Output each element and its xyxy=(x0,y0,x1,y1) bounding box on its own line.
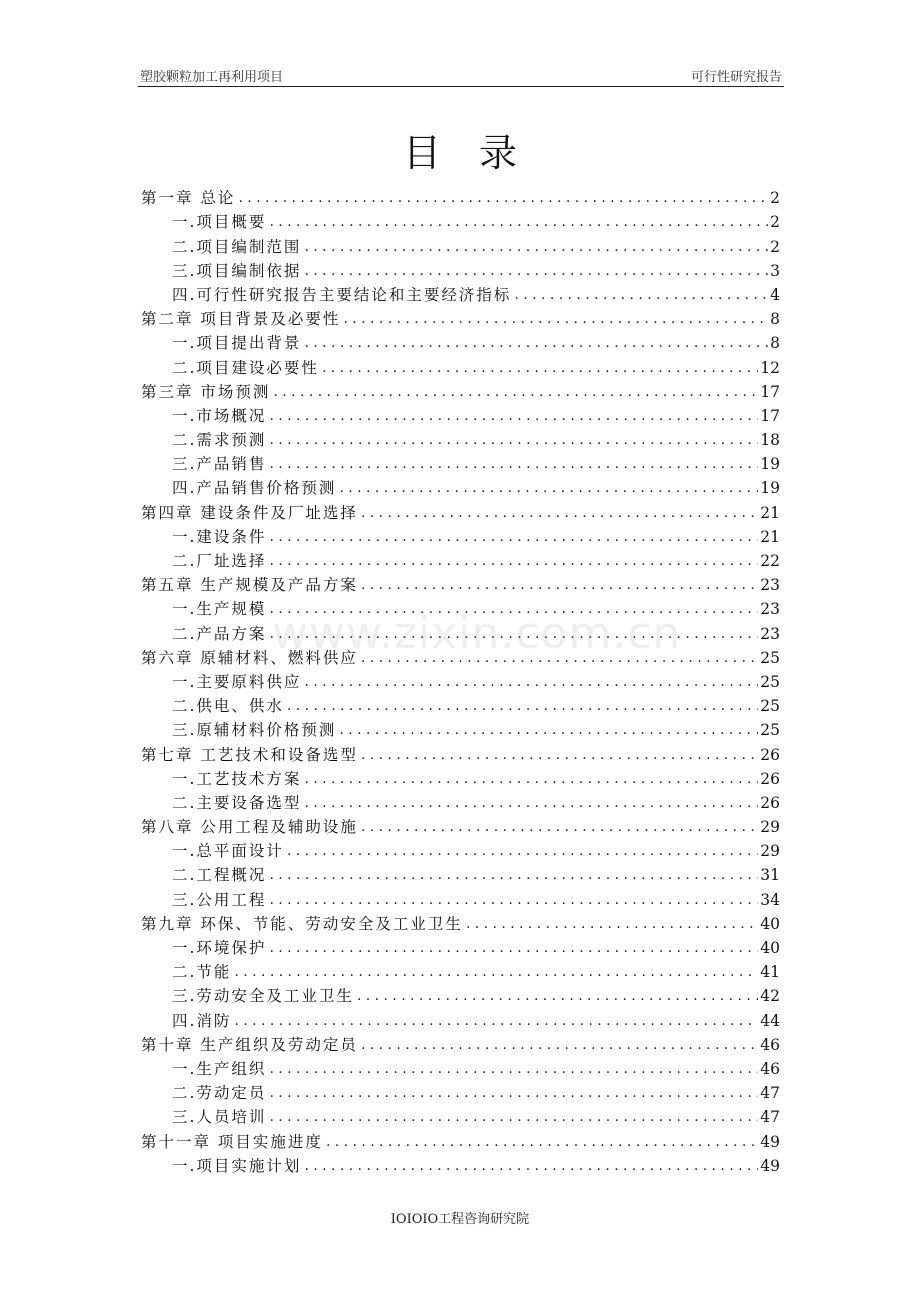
toc-section-entry[interactable] xyxy=(141,547,780,571)
toc-dot-leader xyxy=(266,938,758,958)
toc-page-number: 4 xyxy=(770,285,780,304)
toc-dot-leader xyxy=(323,1132,758,1152)
toc-section-entry[interactable] xyxy=(141,208,780,232)
toc-dot-leader xyxy=(336,720,758,740)
toc-entry-label: 一.项目概要 xyxy=(172,213,267,232)
toc-entry-label: 一.项目实施计划 xyxy=(172,1156,302,1175)
toc-page-number: 29 xyxy=(760,842,780,861)
toc-section-entry[interactable] xyxy=(141,1079,780,1103)
toc-dot-leader xyxy=(340,309,768,329)
toc-dot-leader xyxy=(358,503,758,523)
toc-dot-leader xyxy=(319,358,758,378)
toc-section-entry[interactable] xyxy=(141,1103,780,1127)
toc-page-number: 21 xyxy=(760,527,780,546)
toc-entry-label: 四.产品销售价格预测 xyxy=(172,479,337,498)
toc-entry-label: 三.劳动安全及工业卫生 xyxy=(172,987,354,1006)
toc-entry-label: 三.原辅材料价格预测 xyxy=(172,721,337,740)
toc-dot-leader xyxy=(266,551,758,571)
toc-page-number: 40 xyxy=(760,939,780,957)
toc-page-number: 17 xyxy=(760,406,780,425)
toc-page-number: 41 xyxy=(760,963,780,982)
toc-dot-leader xyxy=(266,406,758,426)
toc-page-number: 8 xyxy=(770,310,780,329)
toc-page-number: 22 xyxy=(760,552,780,570)
toc-dot-leader xyxy=(463,914,758,934)
toc-dot-leader xyxy=(358,817,758,837)
page-header xyxy=(138,64,784,87)
toc-entry-label: 一.总平面设计 xyxy=(172,842,284,861)
toc-entry-label: 第一章 总论 xyxy=(141,189,236,208)
toc-section-entry[interactable] xyxy=(141,668,780,692)
toc-entry-label: 四.可行性研究报告主要结论和主要经济指标 xyxy=(172,285,512,304)
header-report-type: 可行性研究报告 xyxy=(690,70,782,85)
page-footer: IOIOIO工程咨询研究院 xyxy=(390,1212,530,1227)
toc-page-number: 46 xyxy=(760,1059,780,1078)
toc-page-number: 23 xyxy=(760,576,780,595)
toc-page-number: 23 xyxy=(760,600,780,619)
toc-section-entry[interactable] xyxy=(141,353,780,377)
toc-page-number: 19 xyxy=(760,455,780,474)
header-project-name: 塑胶颗粒加工再利用项目 xyxy=(140,70,284,85)
toc-dot-leader xyxy=(270,382,758,402)
toc-page-number: 17 xyxy=(760,382,780,401)
toc-chapter-entry[interactable] xyxy=(141,498,780,522)
toc-page-number: 18 xyxy=(760,431,780,450)
toc-dot-leader xyxy=(358,745,758,765)
toc-page-number: 25 xyxy=(760,648,780,667)
toc-page-number: 49 xyxy=(760,1132,780,1151)
toc-dot-leader xyxy=(301,793,758,813)
toc-chapter-entry[interactable] xyxy=(141,910,780,934)
toc-entry-label: 第九章 环保、节能、劳动安全及工业卫生 xyxy=(141,914,463,933)
toc-entry-label: 第三章 市场预测 xyxy=(141,382,271,401)
toc-section-entry[interactable] xyxy=(141,692,780,716)
toc-section-entry[interactable] xyxy=(141,426,780,450)
toc-page-number: 25 xyxy=(760,697,780,716)
toc-dot-leader xyxy=(511,285,768,305)
toc-section-entry[interactable] xyxy=(141,716,780,740)
toc-page-number: 12 xyxy=(760,358,780,377)
toc-section-entry[interactable] xyxy=(141,1006,780,1030)
toc-entry-label: 一.生产规模 xyxy=(172,600,267,619)
toc-entry-label: 第六章 原辅材料、燃料供应 xyxy=(141,648,358,667)
toc-entry-label: 一.市场概况 xyxy=(172,406,267,425)
toc-section-entry[interactable] xyxy=(141,257,780,281)
toc-entry-label: 一.项目提出背景 xyxy=(172,334,302,353)
watermark: www.zixin.com.cn xyxy=(272,608,682,659)
toc-chapter-entry[interactable] xyxy=(141,644,780,668)
toc-section-entry[interactable] xyxy=(141,1152,780,1176)
toc-page-number: 26 xyxy=(760,769,780,788)
toc-entry-label: 第十章 生产组织及劳动定员 xyxy=(141,1035,358,1054)
toc-chapter-entry[interactable] xyxy=(141,813,780,837)
toc-section-entry[interactable] xyxy=(141,619,780,643)
page-title: 目录 xyxy=(402,131,555,175)
toc-entry-label: 二.节能 xyxy=(172,963,232,982)
toc-page-number: 29 xyxy=(760,818,780,837)
toc-section-entry[interactable] xyxy=(141,765,780,789)
toc-section-entry[interactable] xyxy=(141,885,780,909)
toc-entry-label: 二.产品方案 xyxy=(172,624,267,643)
toc-dot-leader xyxy=(301,261,768,281)
toc-page-number: 46 xyxy=(760,1035,780,1054)
toc-entry-label: 一.生产组织 xyxy=(172,1059,267,1078)
toc-dot-leader xyxy=(358,1035,758,1055)
toc-dot-leader xyxy=(266,430,758,450)
toc-page-number: 40 xyxy=(760,914,780,933)
toc-page-number: 23 xyxy=(760,624,780,643)
toc-dot-leader xyxy=(266,1107,758,1127)
toc-page-number: 34 xyxy=(760,890,780,909)
toc-dot-leader xyxy=(266,527,758,547)
toc-page-number: 44 xyxy=(760,1011,780,1030)
toc-dot-leader xyxy=(266,1083,758,1103)
toc-page-number: 2 xyxy=(770,189,780,208)
toc-page-number: 42 xyxy=(760,987,780,1006)
toc-entry-label: 第十一章 项目实施进度 xyxy=(141,1132,323,1151)
toc-chapter-entry[interactable] xyxy=(141,378,780,402)
toc-dot-leader xyxy=(266,212,768,232)
toc-section-entry[interactable] xyxy=(141,837,780,861)
toc-dot-leader xyxy=(358,575,758,595)
toc-entry-label: 二.工程概况 xyxy=(172,866,267,885)
toc-section-entry[interactable] xyxy=(141,281,780,305)
toc-entry-label: 三.人员培训 xyxy=(172,1108,267,1127)
toc-entry-label: 一.建设条件 xyxy=(172,527,267,546)
toc-section-entry[interactable] xyxy=(141,1055,780,1079)
toc-dot-leader xyxy=(358,648,758,668)
toc-entry-label: 三.项目编制依据 xyxy=(172,261,302,280)
toc-dot-leader xyxy=(235,188,768,208)
toc-page-number: 19 xyxy=(760,479,780,498)
toc-section-entry[interactable] xyxy=(141,861,780,885)
toc-page-number: 47 xyxy=(760,1108,780,1127)
toc-dot-leader xyxy=(301,237,768,257)
toc-chapter-entry[interactable] xyxy=(141,740,780,764)
toc-page-number: 21 xyxy=(760,503,780,522)
toc-section-entry[interactable] xyxy=(141,934,780,958)
toc-page-number: 25 xyxy=(760,721,780,740)
toc-entry-label: 一.环境保护 xyxy=(172,939,267,957)
toc-dot-leader xyxy=(266,599,758,619)
toc-dot-leader xyxy=(266,865,758,885)
toc-page-number: 31 xyxy=(760,866,780,885)
toc-dot-leader xyxy=(266,890,758,910)
toc-entry-label: 第七章 工艺技术和设备选型 xyxy=(141,745,358,764)
toc-section-entry[interactable] xyxy=(141,958,780,982)
toc-dot-leader xyxy=(266,624,758,644)
toc-dot-leader xyxy=(301,769,758,789)
toc-section-entry[interactable] xyxy=(141,523,780,547)
toc-page-number: 2 xyxy=(770,237,780,256)
toc-page-number: 49 xyxy=(760,1156,780,1175)
toc-entry-label: 一.主要原料供应 xyxy=(172,672,302,691)
toc-dot-leader xyxy=(231,962,758,982)
toc-entry-label: 二.供电、供水 xyxy=(172,697,284,716)
toc-page-number: 2 xyxy=(770,213,780,232)
toc-chapter-entry[interactable] xyxy=(141,184,780,208)
toc-entry-label: 二.主要设备选型 xyxy=(172,793,302,812)
toc-entry-label: 第五章 生产规模及产品方案 xyxy=(141,576,358,595)
toc-section-entry[interactable] xyxy=(141,232,780,256)
toc-section-entry[interactable] xyxy=(141,329,780,353)
toc-entry-label: 第四章 建设条件及厂址选择 xyxy=(141,503,358,522)
toc-entry-label: 二.项目编制范围 xyxy=(172,237,302,256)
toc-dot-leader xyxy=(301,672,758,692)
toc-entry-label: 二.厂址选择 xyxy=(172,552,267,570)
toc-dot-leader xyxy=(336,478,758,498)
toc-dot-leader xyxy=(354,986,758,1006)
toc-page-number: 26 xyxy=(760,745,780,764)
toc-entry-label: 三.公用工程 xyxy=(172,890,267,909)
toc-entry-label: 第二章 项目背景及必要性 xyxy=(141,310,341,329)
toc-section-entry[interactable] xyxy=(141,402,780,426)
toc-page-number: 47 xyxy=(760,1084,780,1103)
toc-page-number: 25 xyxy=(760,672,780,691)
toc-entry-label: 第八章 公用工程及辅助设施 xyxy=(141,818,358,837)
toc-page-number: 26 xyxy=(760,793,780,812)
toc-dot-leader xyxy=(284,696,758,716)
toc-dot-leader xyxy=(284,841,758,861)
toc-chapter-entry[interactable] xyxy=(141,1127,780,1151)
toc-dot-leader xyxy=(266,454,758,474)
table-of-contents xyxy=(141,184,780,1176)
toc-dot-leader xyxy=(301,1156,758,1176)
toc-chapter-entry[interactable] xyxy=(141,571,780,595)
toc-section-entry[interactable] xyxy=(141,789,780,813)
toc-entry-label: 三.产品销售 xyxy=(172,455,267,474)
toc-entry-label: 二.劳动定员 xyxy=(172,1084,267,1103)
toc-section-entry[interactable] xyxy=(141,595,780,619)
toc-dot-leader xyxy=(301,333,768,353)
toc-entry-label: 一.工艺技术方案 xyxy=(172,769,302,788)
toc-dot-leader xyxy=(231,1011,758,1031)
toc-page-number: 3 xyxy=(770,261,780,280)
toc-entry-label: 二.项目建设必要性 xyxy=(172,358,319,377)
toc-dot-leader xyxy=(266,1059,758,1079)
toc-chapter-entry[interactable] xyxy=(141,305,780,329)
toc-section-entry[interactable] xyxy=(141,982,780,1006)
toc-page-number: 8 xyxy=(770,334,780,353)
toc-section-entry[interactable] xyxy=(141,474,780,498)
toc-entry-label: 四.消防 xyxy=(172,1011,232,1030)
toc-section-entry[interactable] xyxy=(141,450,780,474)
toc-entry-label: 二.需求预测 xyxy=(172,431,267,450)
toc-chapter-entry[interactable] xyxy=(141,1031,780,1055)
